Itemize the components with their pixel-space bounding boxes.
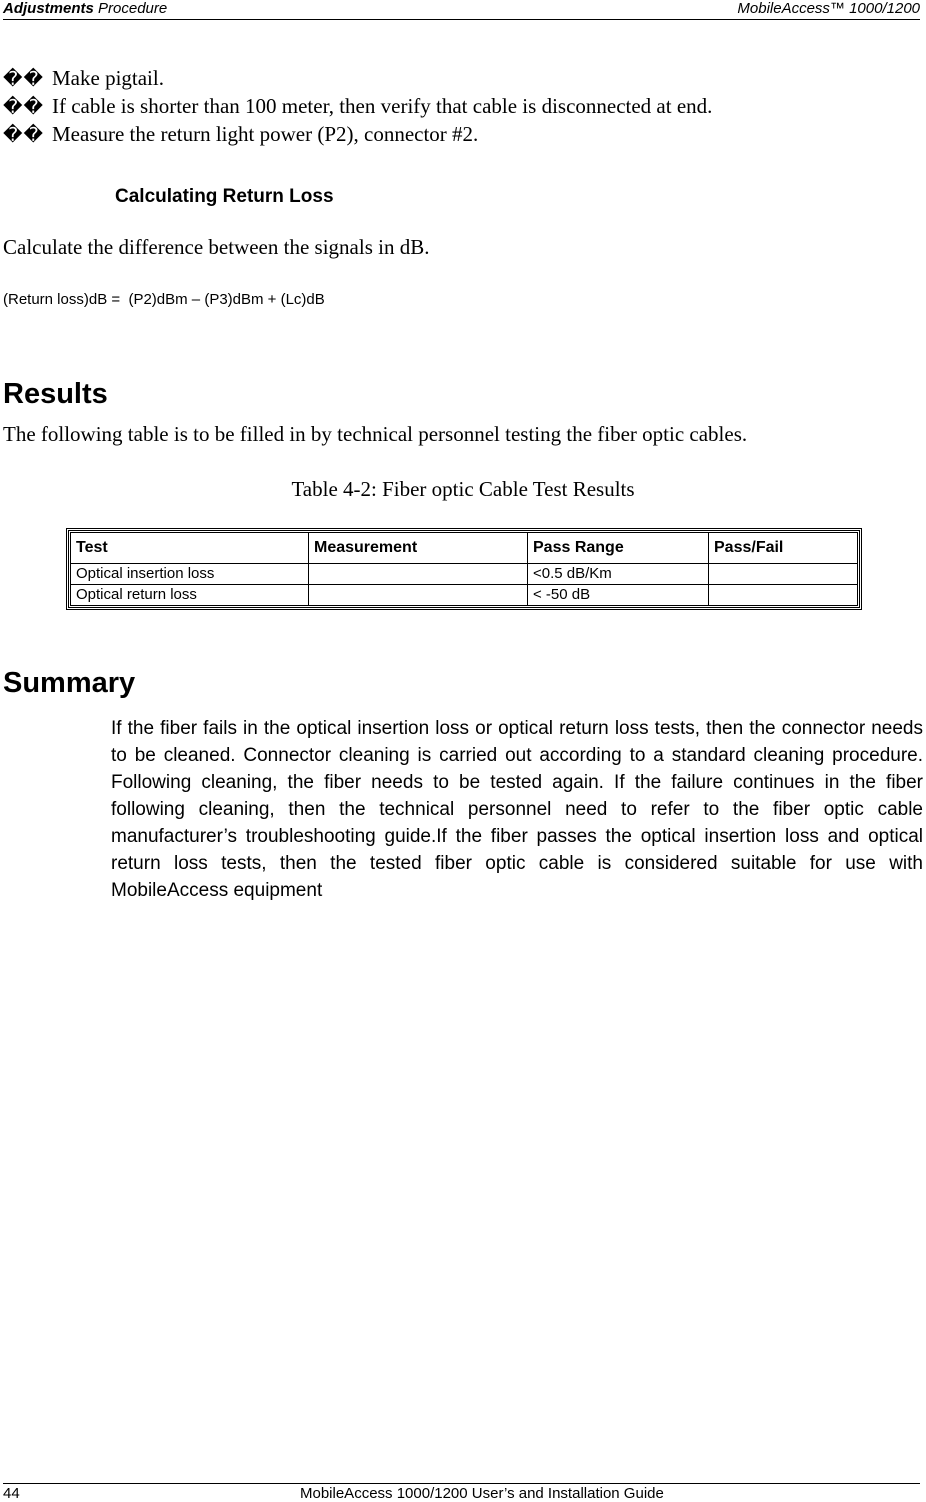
page-header — [3, 0, 920, 20]
summary-heading: Summary — [3, 667, 136, 699]
list-item — [3, 120, 903, 148]
header-section-bold: Adjustments — [3, 0, 94, 17]
list-item-text: If cable is shorter than 100 meter, then verify that cable is disconnected at end. — [52, 94, 713, 118]
procedure-steps — [3, 64, 903, 148]
footer-document-title: MobileAccess 1000/1200 User’s and Installation Guide — [300, 1485, 664, 1502]
bullet-glyph: �� — [3, 124, 44, 146]
summary-paragraph: If the fiber fails in the optical insertion loss or optical return loss tests, then the connector needs to be cleaned. Connector cleaning is carried out according to a standard cleaning procedure. Following cleaning, the fiber needs to be tested again. If the failure continues in the fiber following cleaning, then the technical personnel need to refer to the fiber optic cable manufacturer’s troubleshooting guide.If the fiber passes the optical insertion loss and optical return loss tests, then the tested fiber optic cable is considered suitable for use with MobileAccess equipment — [111, 718, 923, 901]
cell-measurement — [309, 585, 528, 606]
column-header-measurement: Measurement — [309, 533, 528, 564]
list-item — [3, 92, 903, 120]
results-heading: Results — [3, 378, 108, 410]
list-item-text: Make pigtail. — [52, 66, 164, 90]
table-row — [71, 585, 858, 606]
column-header-test: Test — [71, 533, 309, 564]
cell-test: Optical return loss — [71, 585, 309, 606]
results-description: The following table is to be filled in by technical personnel testing the fiber optic cables. — [3, 422, 748, 446]
table-row — [71, 564, 858, 585]
test-results-table — [66, 528, 862, 610]
column-header-pass-fail: Pass/Fail — [709, 533, 858, 564]
cell-pass-fail — [709, 564, 858, 585]
cell-test: Optical insertion loss — [71, 564, 309, 585]
column-header-pass-range: Pass Range — [528, 533, 709, 564]
calculating-return-loss-heading: Calculating Return Loss — [115, 186, 334, 207]
cell-pass-fail — [709, 585, 858, 606]
table-caption: Table 4-2: Fiber optic Cable Test Results — [291, 477, 635, 501]
header-section-title — [3, 0, 167, 17]
page-number: 44 — [3, 1485, 20, 1502]
bullet-glyph: �� — [3, 68, 44, 90]
header-section-suffix: Procedure — [93, 0, 168, 17]
list-item-text: Measure the return light power (P2), connector #2. — [52, 122, 479, 146]
cell-measurement — [309, 564, 528, 585]
header-product-name: MobileAccess™ 1000/1200 — [737, 0, 920, 17]
bullet-glyph: �� — [3, 96, 44, 118]
calculating-description: Calculate the difference between the signals in dB. — [3, 235, 430, 259]
table-header-row — [71, 533, 858, 564]
cell-pass-range: <0.5 dB/Km — [528, 564, 709, 585]
list-item — [3, 64, 903, 92]
cell-pass-range: < -50 dB — [528, 585, 709, 606]
page-footer — [3, 1483, 920, 1502]
return-loss-formula: (Return loss)dB = (P2)dBm – (P3)dBm + (Lc)dB — [3, 291, 325, 308]
